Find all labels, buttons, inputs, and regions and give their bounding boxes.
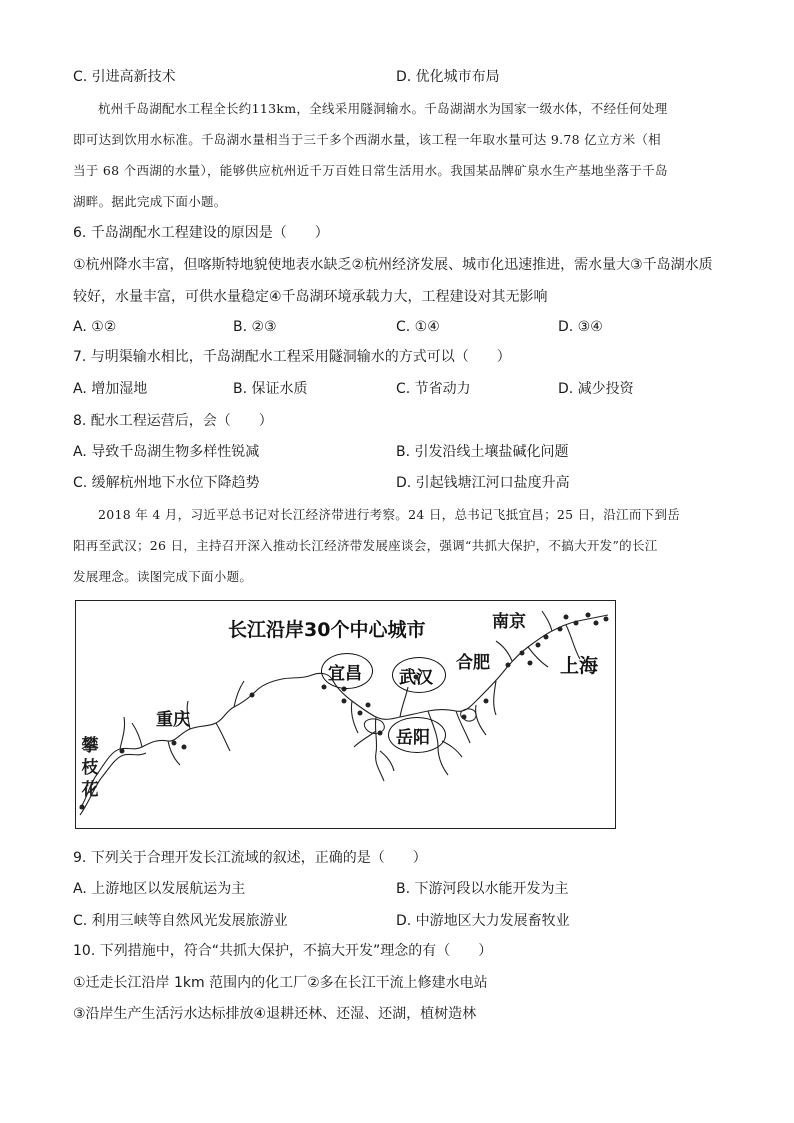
city-label-nanjing: 南京 bbox=[492, 612, 526, 632]
map-title: 长江沿岸30个中心城市 bbox=[228, 619, 426, 641]
city-label-panzhihua: 攀 枝 花 bbox=[81, 736, 99, 800]
question-9-option-a[interactable]: A. 上游地区以发展航运为主 bbox=[73, 881, 246, 897]
question-7-option-a[interactable]: A. 增加湿地 bbox=[73, 381, 148, 397]
passage2-line: 阳再至武汉；26 日，主持召开深入推动长江经济带发展座谈会，强调“共抓大保护，不搞大开发”的长江 bbox=[73, 538, 658, 553]
question-10-statement: ③沿岸生产生活污水达标排放④退耕还林、还湿、还湖，植树造林 bbox=[73, 1006, 477, 1022]
passage1-line: 湖畔。据此完成下面小题。 bbox=[73, 194, 227, 209]
yangtze-map bbox=[75, 600, 616, 829]
question-6-option-a[interactable]: A. ①② bbox=[73, 319, 117, 335]
city-label-chongqing: 重庆 bbox=[156, 710, 190, 730]
passage1-line: 当于 68 个西湖的水量），能够供应杭州近千万百姓日常生活用水。我国某品牌矿泉水生产基地坐落于千岛 bbox=[73, 163, 668, 178]
passage1-line: 杭州千岛湖配水工程全长约113km，全线采用隧洞输水。千岛湖湖水为国家一级水体，不经任何处理 bbox=[98, 101, 668, 116]
question-9-option-b[interactable]: B. 下游河段以水能开发为主 bbox=[396, 881, 569, 897]
question-6-stem: 6. 千岛湖配水工程建设的原因是（ ） bbox=[73, 225, 329, 241]
question-9-option-d[interactable]: D. 中游地区大力发展畜牧业 bbox=[396, 913, 570, 929]
passage1-line: 即可达到饮用水标准。千岛湖水量相当于三千多个西湖水量，该工程一年取水量可达 9.78 亿立方米（相 bbox=[73, 132, 661, 147]
question-9-stem: 9. 下列关于合理开发长江流域的叙述，正确的是（ ） bbox=[73, 850, 427, 866]
city-label-hefei: 合肥 bbox=[456, 653, 490, 673]
question-7-option-b[interactable]: B. 保证水质 bbox=[233, 381, 308, 397]
question-6-option-b[interactable]: B. ②③ bbox=[233, 319, 277, 335]
question-8-stem: 8. 配水工程运营后，会（ ） bbox=[73, 413, 273, 429]
question-6-statement: 较好，水量丰富，可供水量稳定④千岛湖环境承载力大，工程建设对其无影响 bbox=[73, 289, 548, 305]
passage2-line: 发展理念。读图完成下面小题。 bbox=[73, 569, 253, 584]
city-label-yichang: 宜昌 bbox=[328, 664, 362, 684]
option-c-prev: C. 引进高新技术 bbox=[73, 69, 176, 85]
city-label-shanghai: 上海 bbox=[560, 655, 599, 677]
question-8-option-d[interactable]: D. 引起钱塘江河口盐度升高 bbox=[396, 475, 570, 491]
question-6-option-d[interactable]: D. ③④ bbox=[558, 319, 603, 335]
city-label-wuhan: 武汉 bbox=[399, 668, 433, 688]
question-7-stem: 7. 与明渠输水相比，千岛湖配水工程采用隧洞输水的方式可以（ ） bbox=[73, 349, 511, 365]
question-9-option-c[interactable]: C. 利用三峡等自然风光发展旅游业 bbox=[73, 913, 288, 929]
question-10-statement: ①迁走长江沿岸 1km 范围内的化工厂②多在长江干流上修建水电站 bbox=[73, 975, 488, 991]
question-7-option-d[interactable]: D. 减少投资 bbox=[558, 381, 634, 397]
question-7-option-c[interactable]: C. 节省动力 bbox=[396, 381, 471, 397]
question-8-option-c[interactable]: C. 缓解杭州地下水位下降趋势 bbox=[73, 475, 260, 491]
question-6-statement: ①杭州降水丰富，但喀斯特地貌使地表水缺乏②杭州经济发展、城市化迅速推进，需水量大③千岛湖水质 bbox=[73, 257, 713, 273]
passage2-line: 2018 年 4 月，习近平总书记对长江经济带进行考察。24 日，总书记飞抵宜昌；25 日，沿江而下到岳 bbox=[98, 507, 681, 522]
question-6-option-c[interactable]: C. ①④ bbox=[396, 319, 440, 335]
question-8-option-a[interactable]: A. 导致千岛湖生物多样性锐减 bbox=[73, 444, 260, 460]
city-label-yueyang: 岳阳 bbox=[396, 728, 430, 748]
question-10-stem: 10. 下列措施中，符合“共抓大保护，不搞大开发”理念的有（ ） bbox=[73, 943, 493, 959]
option-d-prev: D. 优化城市布局 bbox=[396, 69, 500, 85]
question-8-option-b[interactable]: B. 引发沿线土壤盐碱化问题 bbox=[396, 444, 569, 460]
